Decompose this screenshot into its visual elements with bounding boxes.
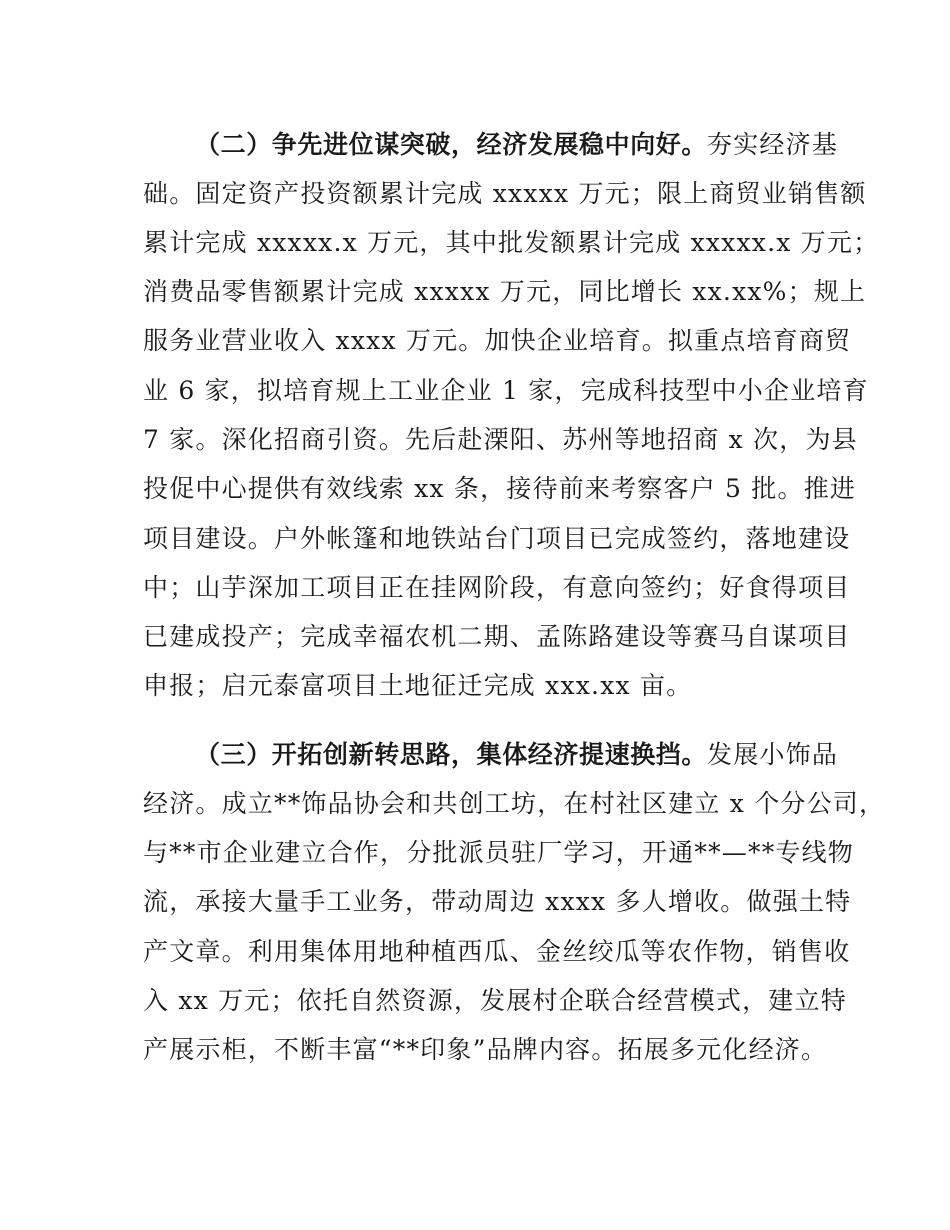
section-3-line-1 — [195, 737, 838, 773]
section-2-line-12: 申报；启元泰富项目土地征迁完成 xxx.xx 亩。 — [143, 671, 693, 700]
section-2-line-1 — [195, 127, 838, 163]
section-2-line-8: 投促中心提供有效线索 xx 条，接待前来考察客户 5 批。推进 — [143, 474, 857, 503]
section-2-line-9: 项目建设。户外帐篷和地铁站台门项目已完成签约，落地建设 — [143, 524, 851, 553]
section-2-line-3: 累计完成 xxxxx.x 万元，其中批发额累计完成 xxxxx.x 万元； — [143, 228, 880, 257]
section-2-line-7: 7 家。深化招商引资。先后赴溧阳、苏州等地招商 x 次，为县 — [143, 425, 858, 454]
section-3-line-6: 入 xx 万元；依托自然资源，发展村企联合经营模式，建立特 — [143, 986, 847, 1015]
section-2-line-5: 服务业营业收入 xxxx 万元。加快企业培育。拟重点培育商贸 — [143, 326, 852, 355]
section-2-line-10: 中；山芋深加工项目正在挂网阶段，有意向签约；好食得项目 — [143, 573, 851, 602]
section-3-line-5: 产文章。利用集体用地种植西瓜、金丝绞瓜等农作物，销售收 — [143, 937, 851, 966]
section-3-line-3: 与**市企业建立合作，分批派员驻厂学习，开通**—**专线物 — [143, 838, 855, 867]
section-3-line-2: 经济。成立**饰品协会和共创工坊，在村社区建立 x 个分公司， — [143, 789, 886, 818]
section-2-line-4: 消费品零售额累计完成 xxxxx 万元，同比增长 xx.xx%；规上 — [143, 277, 867, 306]
section-2-line-11: 已建成投产；完成幸福农机二期、孟陈路建设等赛马自谋项目 — [143, 622, 851, 651]
section-3-heading: （三）开拓创新转思路，集体经济提速换挡。 — [195, 740, 708, 769]
section-3-line-7: 产展示柜，不断丰富“**印象”品牌内容。拓展多元化经济。 — [143, 1035, 828, 1064]
section-3-text: 发展小饰品 — [707, 740, 839, 769]
section-2-heading: （二）争先进位谋突破，经济发展稳中向好。 — [195, 130, 708, 159]
section-2-line-6: 业 6 家，拟培育规上工业企业 1 家，完成科技型中小企业培育 — [143, 376, 869, 405]
section-3-line-4: 流，承接大量手工业务，带动周边 xxxx 多人增收。做强土特 — [143, 887, 852, 916]
section-2-text: 夯实经济基 — [707, 130, 839, 159]
section-2-line-2: 础。固定资产投资额累计完成 xxxxx 万元；限上商贸业销售额 — [143, 179, 867, 208]
